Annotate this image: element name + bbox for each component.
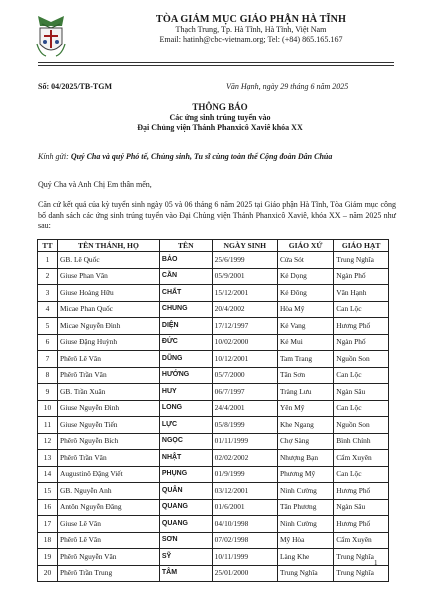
table-row	[38, 252, 389, 269]
cell-row-number: 14	[38, 466, 58, 483]
table-row	[38, 450, 389, 467]
cell-row-number: 18	[38, 532, 58, 549]
cell-given-name: LONG	[159, 400, 212, 417]
cell-given-name: QUANG	[159, 516, 212, 533]
cell-saint-surname: Giuse Phan Văn	[57, 268, 159, 285]
cell-saint-surname: Phêrô Trần Văn	[57, 367, 159, 384]
cell-parish: Tam Trang	[277, 351, 333, 368]
cell-saint-surname: Giuse Hoàng Hữu	[57, 285, 159, 302]
cell-saint-surname: Phêrô Trần Văn	[57, 450, 159, 467]
cell-row-number: 17	[38, 516, 58, 533]
table-row	[38, 351, 389, 368]
cell-deanery: Văn Hạnh	[334, 285, 389, 302]
cell-deanery: Can Lộc	[334, 367, 389, 384]
cell-parish: Ninh Cường	[277, 516, 333, 533]
cell-birth-date: 07/02/1998	[212, 532, 277, 549]
table-row	[38, 400, 389, 417]
cell-given-name: CHẤT	[159, 285, 212, 302]
cell-row-number: 4	[38, 301, 58, 318]
header-deanery: GIÁO HẠT	[334, 240, 389, 252]
cell-parish: Tân Sơn	[277, 367, 333, 384]
cell-given-name: CHUNG	[159, 301, 212, 318]
cell-given-name: CẦN	[159, 268, 212, 285]
cell-saint-surname: Giuse Lê Văn	[57, 516, 159, 533]
page-number: 1	[374, 559, 378, 567]
cell-birth-date: 10/12/2001	[212, 351, 277, 368]
cell-birth-date: 25/6/1999	[212, 252, 277, 269]
cell-deanery: Trung Nghĩa	[334, 549, 389, 566]
cell-parish: Làng Khe	[277, 549, 333, 566]
cell-birth-date: 10/02/2000	[212, 334, 277, 351]
cell-birth-date: 17/12/1997	[212, 318, 277, 335]
cell-given-name: TÂM	[159, 565, 212, 582]
header-divider-secondary	[38, 65, 394, 66]
cell-saint-surname: Phêrô Nguyễn Văn	[57, 549, 159, 566]
candidates-table	[37, 239, 389, 582]
cell-deanery: Ngàn Sâu	[334, 499, 389, 516]
table-row	[38, 532, 389, 549]
cell-row-number: 11	[38, 417, 58, 434]
cell-saint-surname: Giuse Nguyễn Đình	[57, 400, 159, 417]
cell-deanery: Can Lộc	[334, 400, 389, 417]
cell-row-number: 5	[38, 318, 58, 335]
diocese-coat-of-arms-icon	[34, 14, 68, 60]
cell-parish: Phương Mỹ	[277, 466, 333, 483]
cell-deanery: Hương Phố	[334, 483, 389, 500]
cell-parish: Cửa Sót	[277, 252, 333, 269]
cell-birth-date: 02/02/2002	[212, 450, 277, 467]
cell-deanery: Nguồn Son	[334, 417, 389, 434]
cell-birth-date: 01/9/1999	[212, 466, 277, 483]
cell-birth-date: 05/9/2001	[212, 268, 277, 285]
cell-deanery: Can Lộc	[334, 301, 389, 318]
header-saint-surname: TÊN THÁNH, HỌ	[57, 240, 159, 252]
cell-given-name: SƠN	[159, 532, 212, 549]
place-date: Văn Hạnh, ngày 29 tháng 6 năm 2025	[226, 82, 349, 91]
cell-deanery: Ngàn Phố	[334, 334, 389, 351]
cell-row-number: 20	[38, 565, 58, 582]
table-row	[38, 417, 389, 434]
cell-parish: Kẻ Dọng	[277, 268, 333, 285]
table-row	[38, 433, 389, 450]
cell-saint-surname: Giuse Nguyễn Tiến	[57, 417, 159, 434]
cell-birth-date: 15/12/2001	[212, 285, 277, 302]
cell-parish: Nhượng Bạn	[277, 450, 333, 467]
table-row	[38, 466, 389, 483]
cell-saint-surname: Micae Nguyễn Đình	[57, 318, 159, 335]
cell-row-number: 7	[38, 351, 58, 368]
cell-saint-surname: Phêrô Lê Văn	[57, 532, 159, 549]
cell-deanery: Ngàn Sâu	[334, 384, 389, 401]
cell-row-number: 16	[38, 499, 58, 516]
cell-parish: Kẻ Đông	[277, 285, 333, 302]
cell-parish: Chợ Sàng	[277, 433, 333, 450]
table-header-row	[38, 240, 389, 252]
header-birth-date: NGÀY SINH	[212, 240, 277, 252]
cell-birth-date: 06/7/1997	[212, 384, 277, 401]
recipients-value: Quý Cha và quý Phó tế, Chủng sinh, Tu sĩ cùng toàn thể Cộng đoàn Dân Chúa	[70, 152, 333, 161]
cell-birth-date: 25/01/2000	[212, 565, 277, 582]
letterhead	[86, 14, 416, 45]
cell-parish: Ninh Cường	[277, 483, 333, 500]
greeting: Quý Cha và Anh Chị Em thân mến,	[38, 180, 152, 189]
cell-row-number: 6	[38, 334, 58, 351]
cell-row-number: 9	[38, 384, 58, 401]
cell-deanery: Can Lộc	[334, 466, 389, 483]
table-row	[38, 483, 389, 500]
cell-given-name: BẢO	[159, 252, 212, 269]
cell-saint-surname: Phêrô Nguyễn Bích	[57, 433, 159, 450]
cell-saint-surname: Augustinô Đặng Viết	[57, 466, 159, 483]
cell-birth-date: 04/10/1998	[212, 516, 277, 533]
cell-deanery: Trung Nghĩa	[334, 252, 389, 269]
diocese-name: TÒA GIÁM MỤC GIÁO PHẬN HÀ TĨNH	[155, 14, 347, 25]
table-row	[38, 268, 389, 285]
table-row	[38, 301, 389, 318]
cell-deanery: Cẩm Xuyên	[334, 450, 389, 467]
notice-subtitle-line2: Đại Chủng viện Thánh Phanxicô Xaviê khóa XX	[137, 123, 303, 132]
cell-parish: Yên Mỹ	[277, 400, 333, 417]
cell-row-number: 15	[38, 483, 58, 500]
table-row	[38, 367, 389, 384]
notice-subtitle-line1: Các ứng sinh trúng tuyển vào	[169, 113, 271, 122]
cell-given-name: SỸ	[159, 549, 212, 566]
cell-birth-date: 24/4/2001	[212, 400, 277, 417]
header-tt: TT	[38, 240, 58, 252]
cell-row-number: 3	[38, 285, 58, 302]
diocese-contact: Email: hatinh@cbc-vietnam.org; Tel: (+84) 865.165.167	[159, 35, 343, 45]
cell-parish: Mỹ Hòa	[277, 532, 333, 549]
diocese-address: Thạch Trung, Tp. Hà Tĩnh, Hà Tĩnh, Việt Nam	[175, 25, 327, 34]
notice-title-block	[30, 102, 410, 133]
recipients-label: Kính gửi:	[38, 152, 69, 161]
cell-given-name: DIỆN	[159, 318, 212, 335]
table-row	[38, 499, 389, 516]
cell-parish: Hòa Mỹ	[277, 301, 333, 318]
cell-given-name: ĐỨC	[159, 334, 212, 351]
cell-saint-surname: Phêrô Trần Trung	[57, 565, 159, 582]
cell-birth-date: 01/6/2001	[212, 499, 277, 516]
cell-row-number: 2	[38, 268, 58, 285]
cell-parish: Tân Phương	[277, 499, 333, 516]
cell-parish: Kẻ Vang	[277, 318, 333, 335]
cell-parish: Kẻ Mui	[277, 334, 333, 351]
cell-row-number: 19	[38, 549, 58, 566]
table-row	[38, 318, 389, 335]
cell-birth-date: 20/4/2002	[212, 301, 277, 318]
cell-given-name: NHẬT	[159, 450, 212, 467]
document-number: Số: 04/2025/TB-TGM	[38, 82, 113, 91]
table-row	[38, 565, 389, 582]
cell-birth-date: 01/11/1999	[212, 433, 277, 450]
cell-given-name: HUY	[159, 384, 212, 401]
cell-parish: Khe Ngang	[277, 417, 333, 434]
cell-given-name: NGỌC	[159, 433, 212, 450]
cell-row-number: 13	[38, 450, 58, 467]
cell-deanery: Cẩm Xuyên	[334, 532, 389, 549]
cell-row-number: 10	[38, 400, 58, 417]
cell-saint-surname: GB. Trần Xuân	[57, 384, 159, 401]
cell-birth-date: 10/11/1999	[212, 549, 277, 566]
cell-deanery: Hương Phố	[334, 318, 389, 335]
cell-given-name: PHỤNG	[159, 466, 212, 483]
cell-parish: Tràng Lưu	[277, 384, 333, 401]
cell-saint-surname: GB. Lê Quốc	[57, 252, 159, 269]
cell-deanery: Nguồn Son	[334, 351, 389, 368]
cell-given-name: HƯỚNG	[159, 367, 212, 384]
cell-deanery: Ngàn Phố	[334, 268, 389, 285]
table-row	[38, 334, 389, 351]
table-row	[38, 516, 389, 533]
cell-row-number: 1	[38, 252, 58, 269]
cell-given-name: LỰC	[159, 417, 212, 434]
cell-given-name: DŨNG	[159, 351, 212, 368]
table-row	[38, 285, 389, 302]
cell-saint-surname: Micae Phan Quốc	[57, 301, 159, 318]
cell-birth-date: 05/8/1999	[212, 417, 277, 434]
cell-saint-surname: GB. Nguyễn Anh	[57, 483, 159, 500]
header-parish: GIÁO XỨ	[277, 240, 333, 252]
cell-saint-surname: Phêrô Lê Văn	[57, 351, 159, 368]
cell-saint-surname: Giuse Đặng Huỳnh	[57, 334, 159, 351]
cell-row-number: 8	[38, 367, 58, 384]
recipients	[38, 152, 398, 161]
notice-title: THÔNG BÁO	[192, 102, 248, 112]
cell-deanery: Hương Phố	[334, 516, 389, 533]
cell-deanery: Bình Chính	[334, 433, 389, 450]
header-given-name: TÊN	[159, 240, 212, 252]
cell-deanery: Trung Nghĩa	[334, 565, 389, 582]
cell-given-name: QUÂN	[159, 483, 212, 500]
table-row	[38, 384, 389, 401]
body-paragraph: Căn cứ kết quả của kỳ tuyển sinh ngày 05 và 06 tháng 6 năm 2025 tại Giáo phận Hà Tĩnh, Tòa Giám mục công bố danh sách các ứng sinh trúng tuyển vào Đại Chủng viện Thánh Phanxicô Xaviê, khóa XX – năm 2025 như sau:	[38, 200, 396, 231]
cell-given-name: QUANG	[159, 499, 212, 516]
header-divider	[38, 62, 394, 63]
cell-birth-date: 05/7/2000	[212, 367, 277, 384]
cell-parish: Trung Nghĩa	[277, 565, 333, 582]
cell-row-number: 12	[38, 433, 58, 450]
cell-birth-date: 03/12/2001	[212, 483, 277, 500]
table-row	[38, 549, 389, 566]
cell-saint-surname: Antôn Nguyễn Đăng	[57, 499, 159, 516]
